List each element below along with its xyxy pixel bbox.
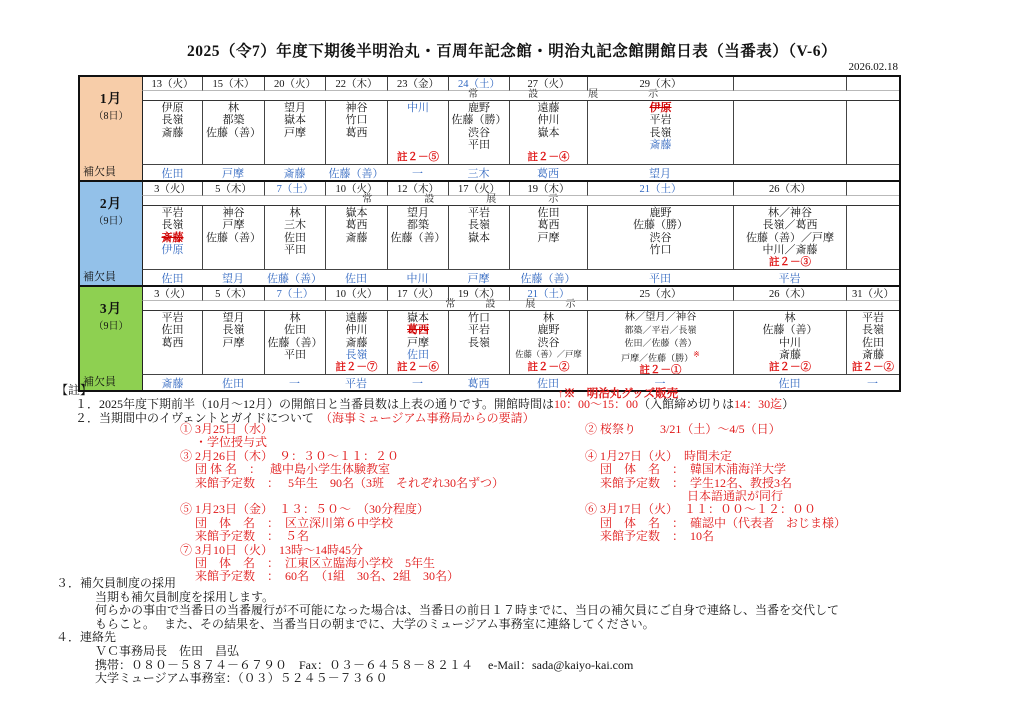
date-cell: 10（火） <box>325 182 387 196</box>
event-line: 団 体 名 ： 越中島小学生体験教室 <box>195 462 391 477</box>
staff-name: 林／望月／神谷 <box>624 312 697 323</box>
duty-cell <box>325 311 387 375</box>
event-line: 団 体 名 ： 韓国木浦海洋大学 <box>600 462 787 477</box>
date-cell: 31（火） <box>846 287 899 301</box>
staff-name: 遠藤 <box>345 312 368 324</box>
permanent-exhibit-label: 常設展示 <box>468 89 709 100</box>
event-line: ⑤ 1月23日（金） １３：５０～ （30分程度） <box>180 502 430 517</box>
staff-name: 林／神谷 <box>768 207 812 219</box>
substitute-cell: 一 <box>867 377 878 390</box>
event-line: ② 桜祭り 3/21（土）～4/5（日） <box>585 422 781 436</box>
note-text-segment: ２．当期間中のイヴェントとガイドについて <box>75 410 326 425</box>
permanent-exhibit-row <box>142 196 899 206</box>
staff-name: 平岩 <box>649 114 672 127</box>
staff-name: 佐藤（善） <box>206 126 261 139</box>
note-text-segment: 14：30迄 <box>734 396 783 411</box>
staff-name: 斎藤 <box>862 349 884 362</box>
event-line: ⑥ 3月17日（火） １１：００～１２：００ <box>585 502 817 517</box>
duty-cell <box>387 311 448 375</box>
staff-name: 伊原 <box>161 244 184 257</box>
staff-name: 佐藤（善） <box>267 336 323 349</box>
event-line: ・学位授与式 <box>195 435 268 450</box>
footer-text-line: ４．連絡先 <box>56 630 117 645</box>
staff-name: 佐藤（勝） <box>451 114 507 127</box>
staff-name: 林 <box>784 312 796 324</box>
staff-name: 都築／平岩／長嶺 <box>624 325 697 336</box>
staff-name: 長嶺 <box>649 126 672 139</box>
staff-name: 中川／斎藤 <box>762 244 818 257</box>
staff-name: 斎藤 <box>345 231 368 244</box>
footer-text-line: もらこと。 また、その結果を、当番当日の朝までに、大学のミュージアム事務室に連絡してください。 <box>95 616 655 631</box>
month-name: 1月 <box>99 91 123 106</box>
staff-name: 都築 <box>407 219 429 232</box>
substitute-cell: 葛西 <box>537 167 559 180</box>
month-name: 3月 <box>99 301 123 316</box>
date-cell: 7（土） <box>264 182 325 196</box>
event-line: 来館予定数 ： 学生12名、教授3名 <box>600 475 793 490</box>
substitute-cell: 中川 <box>406 272 429 285</box>
note-text-segment: 10：00～15：00 <box>554 396 639 411</box>
substitute-cell <box>846 165 899 180</box>
note-text-segment: ） <box>782 396 795 411</box>
staff-name: 平岩 <box>468 324 490 337</box>
staff-name: 佐藤（善） <box>762 324 818 337</box>
staff-name: 仲川 <box>345 324 368 337</box>
duty-cell <box>448 206 509 270</box>
duty-cell <box>142 206 202 270</box>
staff-name: 長嶺 <box>222 324 245 337</box>
date-cell: 26（木） <box>733 287 846 301</box>
asterisk-mark: ※ <box>693 350 700 360</box>
substitute-cell: 斎藤 <box>283 167 306 180</box>
duty-cell <box>509 206 587 270</box>
staff-name: 葛西 <box>407 324 429 337</box>
note-line-1 <box>75 398 794 412</box>
substitute-row-label: 補欠員 <box>83 166 116 178</box>
event-line: 来館予定数 ： 10名 <box>600 529 715 544</box>
event-line: ⑦ 3月10日（火） 13時～14時45分 <box>180 542 364 557</box>
date-cell: 7（土） <box>264 287 325 301</box>
staff-name: 佐藤（勝） <box>633 219 688 232</box>
date-cell: 17（火） <box>387 287 448 301</box>
note-ref: 註２－① <box>639 364 682 375</box>
duty-cell <box>509 311 587 375</box>
date-cell: 23（金） <box>387 77 448 91</box>
staff-name: 中川 <box>779 336 801 349</box>
note-ref: 註２－② <box>527 362 570 373</box>
staff-name: 戸摩／佐藤（勝）※ <box>621 350 700 364</box>
staff-name: 鹿野 <box>649 207 672 219</box>
staff-name: 葛西 <box>537 219 560 232</box>
staff-name: 渋谷 <box>537 336 560 349</box>
staff-name: 斎藤 <box>345 336 368 349</box>
staff-name: 佐藤（善） <box>206 231 261 244</box>
staff-name: 平岩 <box>161 312 184 324</box>
date-cell: 29（木） <box>587 77 733 91</box>
date-cell: 5（木） <box>202 287 264 301</box>
staff-name: 望月 <box>407 207 429 219</box>
event-line: 来館予定数 ： 5年生 90名（3班 それぞれ30名ずつ） <box>195 475 505 490</box>
substitute-cell: 平田 <box>649 272 671 285</box>
staff-name: 佐田 <box>161 324 184 337</box>
note-ref: 註２－⑦ <box>335 362 378 373</box>
substitute-cell: 佐田 <box>778 377 801 390</box>
date-cell: 24（土） <box>448 77 509 91</box>
staff-name: 佐田 <box>284 231 306 244</box>
event-line: ① 3月25日（水） <box>180 422 274 436</box>
date-cell: 10（火） <box>325 287 387 301</box>
staff-name: 佐藤（善）／戸摩 <box>746 231 834 244</box>
footer-text-line: 大学ミュージアム事務室：（０３）５２４５－７３６０ <box>95 671 388 686</box>
substitute-cell: 一 <box>654 377 666 390</box>
staff-name: 平岩 <box>161 207 184 219</box>
staff-name: 佐田 <box>537 207 560 219</box>
substitute-cell: 佐田 <box>142 165 202 180</box>
staff-name: 嶽本 <box>345 207 368 219</box>
substitute-row-label: 補欠員 <box>83 376 116 388</box>
staff-name: 伊原 <box>649 102 672 114</box>
duty-cell <box>264 101 325 165</box>
staff-name: 戸摩 <box>222 219 245 232</box>
revision-date: 2026.02.18 <box>848 61 898 73</box>
duty-cell <box>142 101 202 165</box>
notes-header: 【註】 <box>56 383 93 397</box>
duty-cell <box>387 206 448 270</box>
substitute-row-label: 補欠員 <box>83 271 116 283</box>
staff-name: 平岩 <box>862 312 884 324</box>
substitute-cell: 佐藤（善） <box>267 272 322 285</box>
date-cell: 25（水） <box>587 287 733 301</box>
substitute-cell: 斎藤 <box>142 375 202 390</box>
event-line: 団 体 名 ： 区立深川第６中学校 <box>195 515 394 530</box>
date-cell: 12（木） <box>387 182 448 196</box>
staff-name: 長嶺／葛西 <box>762 219 818 232</box>
duty-cell <box>587 206 733 270</box>
substitute-cell: 佐藤（善） <box>328 167 384 180</box>
staff-name: 神谷 <box>222 207 245 219</box>
date-cell: 26（木） <box>733 182 846 196</box>
substitute-cell: 望月 <box>222 272 244 285</box>
staff-name: 佐藤（善） <box>390 231 446 244</box>
duty-cell <box>325 206 387 270</box>
staff-name: 平田 <box>284 349 306 362</box>
staff-name: 戸摩 <box>407 336 429 349</box>
staff-name: 佐藤（善）／戸摩 <box>515 350 582 360</box>
event-line: 来館予定数 ： 60名 （1組 30名、2組 30名） <box>195 569 460 584</box>
duty-cell <box>733 101 846 165</box>
staff-name: 神谷 <box>345 102 368 114</box>
event-line: ③ 2月26日（木） ９：３０～１１：２０ <box>180 448 400 463</box>
note-ref: 註２－⑥ <box>397 362 439 373</box>
staff-name: 斎藤 <box>779 349 801 362</box>
staff-name: 望月 <box>284 102 306 114</box>
substitute-cell: 一 <box>412 167 423 180</box>
date-cell: 15（木） <box>202 77 264 91</box>
footer-text-line: ＶＣ事務局長 佐田 昌弘 <box>95 643 240 658</box>
month-block-1 <box>80 77 899 180</box>
staff-name: 林 <box>543 312 554 324</box>
substitute-cell: 一 <box>412 377 423 390</box>
date-cell: 19（木） <box>509 182 587 196</box>
staff-name: 望月 <box>222 312 245 324</box>
staff-name: 遠藤 <box>537 102 560 114</box>
staff-name: 長嶺 <box>862 324 884 337</box>
event-line <box>585 436 846 449</box>
duty-cell <box>264 206 325 270</box>
date-cell: 5（木） <box>202 182 264 196</box>
staff-name: 斎藤 <box>161 231 184 244</box>
staff-name: 竹口 <box>468 312 490 324</box>
substitute-cell: 一 <box>289 377 300 390</box>
staff-name: 長嶺 <box>161 114 184 127</box>
event-line: 来館予定数 ： ５名 <box>195 529 310 544</box>
duty-cell <box>448 101 509 165</box>
date-cell: 21（土） <box>587 182 733 196</box>
note-ref: 註２－② <box>852 362 894 373</box>
duty-cell <box>448 311 509 375</box>
staff-name: 長嶺 <box>161 219 184 232</box>
event-line: 日本語通訳が同行 <box>687 489 784 504</box>
footer-text-line: 何らかの事由で当番日の当番履行が不可能になった場合は、当番日の前日１７時までに、当日の補欠員にご自身で連絡し、当番を交代して <box>95 603 840 618</box>
substitute-cell: 佐田 <box>345 272 367 285</box>
staff-name: 嶽本 <box>407 312 429 324</box>
substitute-cell: 佐田 <box>142 270 202 285</box>
staff-name: 葛西 <box>345 126 368 139</box>
staff-name: 中川 <box>407 102 429 114</box>
month-open-days: （8日） <box>93 111 129 122</box>
staff-name: 長嶺 <box>468 336 490 349</box>
duty-roster-table <box>78 75 901 392</box>
staff-name: 嶽本 <box>468 231 490 244</box>
note-text-segment: （入館締め切りは <box>638 396 735 411</box>
substitute-cell: 望月 <box>649 167 671 180</box>
substitute-cell <box>733 165 846 180</box>
event-list-left <box>180 423 504 584</box>
date-cell: 22（木） <box>325 77 387 91</box>
month-open-days: （9日） <box>93 321 129 332</box>
staff-name: 林 <box>228 102 239 114</box>
staff-name: 都築 <box>222 114 245 127</box>
staff-name: 佐田 <box>407 349 429 362</box>
month-label-cell <box>80 77 142 180</box>
note-ref: 註２－⑤ <box>397 152 439 163</box>
permanent-exhibit-row <box>142 91 899 101</box>
duty-cell <box>733 206 846 270</box>
date-cell <box>846 182 899 196</box>
staff-name: 斎藤 <box>161 126 184 139</box>
month-name: 2月 <box>99 196 123 211</box>
note-text-segment: （海事ミュージアム事務局からの要請） <box>325 410 535 425</box>
note-text-segment: １．2025年度下期前半（10月～12月）の開館日と当番員数は上表の通りです。開館時間は <box>75 396 555 411</box>
note-ref: 註２－② <box>769 362 811 373</box>
substitute-cell: 戸摩 <box>222 167 244 180</box>
duty-cell <box>325 101 387 165</box>
event-line: ④ 1月27日（火） 時間未定 <box>585 448 733 463</box>
staff-name: 嶽本 <box>284 114 306 127</box>
event-line: 団 体 名 ： 江東区立臨海小学校 5年生 <box>195 556 436 571</box>
staff-name: 佐田 <box>284 324 306 337</box>
note-ref: 註２－③ <box>769 257 811 268</box>
duty-cell <box>846 206 899 270</box>
staff-name: 平岩 <box>468 207 490 219</box>
month-label-cell <box>80 287 142 390</box>
permanent-exhibit-label: 常設展示 <box>362 194 611 205</box>
date-cell: 17（火） <box>448 182 509 196</box>
staff-name: 鹿野 <box>537 324 560 337</box>
staff-name: 伊原 <box>161 102 184 114</box>
substitute-cell <box>846 270 899 285</box>
staff-name: 平田 <box>284 244 306 257</box>
duty-cell <box>387 101 448 165</box>
staff-name: 竹口 <box>345 114 368 127</box>
date-cell: 3（火） <box>142 182 202 196</box>
staff-name: 戸摩 <box>537 231 560 244</box>
duty-cell <box>846 101 899 165</box>
duty-cell <box>142 311 202 375</box>
substitute-cell: 佐田 <box>222 377 244 390</box>
staff-name: 鹿野 <box>468 102 490 114</box>
substitute-cell: 戸摩 <box>467 272 490 285</box>
staff-name: 林 <box>289 207 301 219</box>
duty-cell <box>587 101 733 165</box>
duty-cell <box>846 311 899 375</box>
sections-3-4 <box>56 577 839 686</box>
permanent-exhibit-label: 常設展示 <box>445 299 606 310</box>
duty-cell <box>587 311 733 375</box>
staff-name: 長嶺 <box>345 349 368 362</box>
permanent-exhibit-row <box>142 301 899 311</box>
staff-name: 戸摩 <box>222 336 245 349</box>
staff-name: 渋谷 <box>649 231 672 244</box>
staff-name: 長嶺 <box>468 219 490 232</box>
note-ref: 註２－④ <box>527 152 570 163</box>
duty-cell <box>202 101 264 165</box>
month-block-3 <box>80 285 899 390</box>
staff-name: 平田 <box>468 139 490 152</box>
date-cell: 27（火） <box>509 77 587 91</box>
duty-cell <box>264 311 325 375</box>
staff-name: 佐田／佐藤（善） <box>624 337 697 348</box>
duty-cell <box>733 311 846 375</box>
date-cell <box>733 77 846 91</box>
month-label-cell <box>80 182 142 285</box>
notes-block <box>56 384 794 425</box>
duty-cell <box>202 206 264 270</box>
staff-name: 嶽本 <box>537 126 560 139</box>
date-cell: 20（火） <box>264 77 325 91</box>
event-list-right <box>585 423 846 544</box>
substitute-cell: 佐田 <box>537 377 559 390</box>
staff-name: 斎藤 <box>649 139 672 152</box>
date-cell: 21（土） <box>509 287 587 301</box>
date-cell <box>846 77 899 91</box>
staff-name: 林 <box>289 312 301 324</box>
staff-name: 葛西 <box>161 336 184 349</box>
footer-text-line: 当期も補欠員制度を採用します。 <box>95 589 275 604</box>
date-cell: 3（火） <box>142 287 202 301</box>
substitute-cell: 平岩 <box>345 377 367 390</box>
footer-text-line: ３．補欠員制度の採用 <box>56 576 177 590</box>
staff-name: 渋谷 <box>468 126 490 139</box>
staff-name: 佐田 <box>862 336 884 349</box>
page-title: 2025（令7）年度下期後半明治丸・百周年記念館・明治丸記念館開館日表（当番表）（V-6） <box>187 43 837 60</box>
duty-cell <box>509 101 587 165</box>
substitute-cell: 佐藤（善） <box>520 272 576 285</box>
staff-name: 竹口 <box>649 244 672 257</box>
substitute-cell: 葛西 <box>467 377 490 390</box>
month-block-2 <box>80 180 899 285</box>
staff-name: 三木 <box>284 219 306 232</box>
substitute-cell: 平岩 <box>778 272 801 285</box>
staff-name: 戸摩 <box>284 126 306 139</box>
date-cell: 13（火） <box>142 77 202 91</box>
event-line: 団 体 名 ： 確認中（代表者 おじま様） <box>600 515 847 530</box>
staff-name: 仲川 <box>537 114 560 127</box>
date-cell: 19（木） <box>448 287 509 301</box>
goods-sale-note: ↑※ 明治丸グッズ販売 <box>558 388 679 400</box>
month-open-days: （9日） <box>93 216 129 227</box>
duty-cell <box>202 311 264 375</box>
footer-text-line: 携帯：０８０－５８７４－６７９０ Fax：０３－６４５８－８２１４ e-Mail：sada@kaiyo-kai.com <box>95 657 634 672</box>
substitute-cell: 三木 <box>467 167 490 180</box>
staff-name: 葛西 <box>345 219 368 232</box>
